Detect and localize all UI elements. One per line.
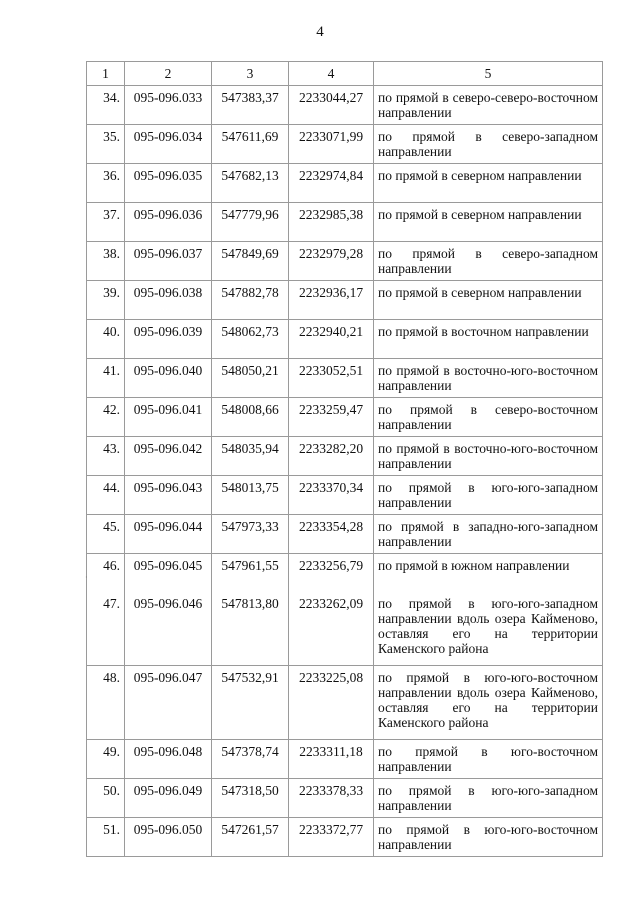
x-coordinate-cell: 547383,37 [212, 86, 289, 125]
point-number-cell: 35. [87, 125, 125, 164]
x-coordinate-cell: 547532,91 [212, 666, 289, 740]
point-code-cell: 095-096.040 [125, 359, 212, 398]
y-coordinate-cell: 2233262,09 [289, 592, 374, 666]
column-header: 5 [374, 62, 603, 86]
y-coordinate-cell: 2233052,51 [289, 359, 374, 398]
direction-description-cell: по прямой в юго-юго-западном направлении вдоль озера Кайменово, оставляя его на территории Каменского района [374, 592, 603, 666]
point-number-cell: 47. [87, 592, 125, 666]
y-coordinate-cell: 2233071,99 [289, 125, 374, 164]
margin-mark: · [85, 573, 88, 582]
point-number-cell: 41. [87, 359, 125, 398]
point-code-cell: 095-096.043 [125, 476, 212, 515]
x-coordinate-cell: 547882,78 [212, 281, 289, 320]
table-row [87, 779, 603, 818]
y-coordinate-cell: 2233282,20 [289, 437, 374, 476]
point-code-cell: 095-096.034 [125, 125, 212, 164]
direction-description-cell: по прямой в юго-юго-восточном направлении вдоль озера Кайменово, оставляя его на территории Каменского района [374, 666, 603, 740]
point-code-cell: 095-096.046 [125, 592, 212, 666]
column-header: 4 [289, 62, 374, 86]
direction-description-cell: по прямой в юго-юго-западном направлении [374, 476, 603, 515]
column-header: 1 [87, 62, 125, 86]
table-row [87, 242, 603, 281]
table-header-row [87, 62, 603, 86]
y-coordinate-cell: 2233370,34 [289, 476, 374, 515]
direction-description-cell: по прямой в восточно-юго-восточном направлении [374, 359, 603, 398]
point-code-cell: 095-096.049 [125, 779, 212, 818]
point-number-cell: 38. [87, 242, 125, 281]
point-code-cell: 095-096.038 [125, 281, 212, 320]
direction-description-cell: по прямой в восточном направлении [374, 320, 603, 359]
point-number-cell: 42. [87, 398, 125, 437]
point-code-cell: 095-096.037 [125, 242, 212, 281]
page-number: 4 [316, 24, 324, 40]
table-row [87, 281, 603, 320]
point-number-cell: 34. [87, 86, 125, 125]
table-body [87, 62, 603, 857]
y-coordinate-cell: 2233378,33 [289, 779, 374, 818]
point-code-cell: 095-096.039 [125, 320, 212, 359]
y-coordinate-cell: 2233354,28 [289, 515, 374, 554]
point-number-cell: 46. [87, 554, 125, 593]
point-code-cell: 095-096.050 [125, 818, 212, 857]
point-code-cell: 095-096.042 [125, 437, 212, 476]
x-coordinate-cell: 547611,69 [212, 125, 289, 164]
x-coordinate-cell: 548035,94 [212, 437, 289, 476]
column-header: 3 [212, 62, 289, 86]
point-number-cell: 37. [87, 203, 125, 242]
point-code-cell: 095-096.035 [125, 164, 212, 203]
y-coordinate-cell: 2233259,47 [289, 398, 374, 437]
x-coordinate-cell: 547318,50 [212, 779, 289, 818]
table-row [87, 437, 603, 476]
y-coordinate-cell: 2232979,28 [289, 242, 374, 281]
direction-description-cell: по прямой в юго-юго-восточном направлении [374, 818, 603, 857]
table-row [87, 592, 603, 666]
point-number-cell: 43. [87, 437, 125, 476]
direction-description-cell: по прямой в северном направлении [374, 281, 603, 320]
point-code-cell: 095-096.033 [125, 86, 212, 125]
point-number-cell: 44. [87, 476, 125, 515]
x-coordinate-cell: 547973,33 [212, 515, 289, 554]
table-row [87, 818, 603, 857]
x-coordinate-cell: 547378,74 [212, 740, 289, 779]
direction-description-cell: по прямой в южном направлении [374, 554, 603, 593]
point-number-cell: 51. [87, 818, 125, 857]
table-row [87, 515, 603, 554]
point-code-cell: 095-096.045 [125, 554, 212, 593]
table-row [87, 164, 603, 203]
y-coordinate-cell: 2232940,21 [289, 320, 374, 359]
y-coordinate-cell: 2232985,38 [289, 203, 374, 242]
point-code-cell: 095-096.041 [125, 398, 212, 437]
table-row [87, 320, 603, 359]
column-header: 2 [125, 62, 212, 86]
point-number-cell: 40. [87, 320, 125, 359]
point-number-cell: 48. [87, 666, 125, 740]
boundary-points-table [86, 61, 603, 857]
table-row [87, 125, 603, 164]
y-coordinate-cell: 2233256,79 [289, 554, 374, 593]
y-coordinate-cell: 2233372,77 [289, 818, 374, 857]
point-code-cell: 095-096.048 [125, 740, 212, 779]
direction-description-cell: по прямой в юго-восточном направлении [374, 740, 603, 779]
x-coordinate-cell: 548008,66 [212, 398, 289, 437]
table-row [87, 554, 603, 593]
direction-description-cell: по прямой в юго-юго-западном направлении [374, 779, 603, 818]
table-row [87, 740, 603, 779]
table-row [87, 666, 603, 740]
direction-description-cell: по прямой в северо-восточном направлении [374, 398, 603, 437]
y-coordinate-cell: 2232974,84 [289, 164, 374, 203]
direction-description-cell: по прямой в северо-западном направлении [374, 125, 603, 164]
y-coordinate-cell: 2232936,17 [289, 281, 374, 320]
x-coordinate-cell: 547779,96 [212, 203, 289, 242]
table-row [87, 203, 603, 242]
table-row [87, 398, 603, 437]
x-coordinate-cell: 548062,73 [212, 320, 289, 359]
direction-description-cell: по прямой в восточно-юго-восточном направлении [374, 437, 603, 476]
table-row [87, 359, 603, 398]
x-coordinate-cell: 547813,80 [212, 592, 289, 666]
y-coordinate-cell: 2233044,27 [289, 86, 374, 125]
point-number-cell: 45. [87, 515, 125, 554]
point-code-cell: 095-096.047 [125, 666, 212, 740]
point-code-cell: 095-096.036 [125, 203, 212, 242]
table-row [87, 476, 603, 515]
x-coordinate-cell: 547961,55 [212, 554, 289, 593]
y-coordinate-cell: 2233311,18 [289, 740, 374, 779]
point-number-cell: 49. [87, 740, 125, 779]
table-row [87, 86, 603, 125]
direction-description-cell: по прямой в северном направлении [374, 203, 603, 242]
point-code-cell: 095-096.044 [125, 515, 212, 554]
x-coordinate-cell: 548050,21 [212, 359, 289, 398]
direction-description-cell: по прямой в северном направлении [374, 164, 603, 203]
x-coordinate-cell: 547849,69 [212, 242, 289, 281]
x-coordinate-cell: 547261,57 [212, 818, 289, 857]
x-coordinate-cell: 547682,13 [212, 164, 289, 203]
direction-description-cell: по прямой в северо-северо-восточном направлении [374, 86, 603, 125]
point-number-cell: 50. [87, 779, 125, 818]
x-coordinate-cell: 548013,75 [212, 476, 289, 515]
direction-description-cell: по прямой в западно-юго-западном направлении [374, 515, 603, 554]
direction-description-cell: по прямой в северо-западном направлении [374, 242, 603, 281]
point-number-cell: 36. [87, 164, 125, 203]
y-coordinate-cell: 2233225,08 [289, 666, 374, 740]
point-number-cell: 39. [87, 281, 125, 320]
